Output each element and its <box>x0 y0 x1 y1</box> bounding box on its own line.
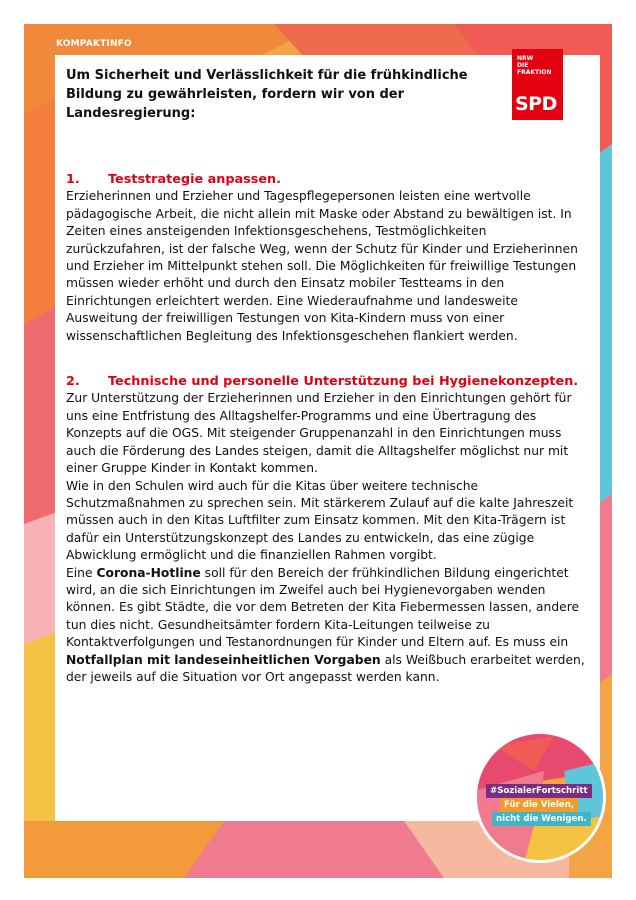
section-teststrategie <box>66 171 586 345</box>
section-2-number: 2. <box>66 374 80 390</box>
intro-heading: Um Sicherheit und Verlässlichkeit für die frühkindliche Bildung zu gewährleisten, fordern wir von der Landesregierung: <box>66 68 468 121</box>
corona-hotline-emphasis: Corona-Hotline <box>96 565 201 580</box>
section-2-paragraph-2: Wie in den Schulen wird auch für die Kitas über weitere technische Schutzmaßnahmen zu sprechen sein. Mit stärkerem Zulauf auf die kalte Jahreszeit müssen auch in den Kitas Luftfilter zum Einsatz kommen. Mit den Kita-Trägern ist dafür ein Unterstützungskonzept des Landes zu entwickeln, das eine zügige Abwicklung ermöglicht und die finanziellen Rahmen vorgibt. <box>66 478 574 563</box>
section-2-paragraph-1: Zur Unterstützung der Erzieherinnen und Erzieher in den Einrichtungen gehört für uns eine Entfristung des Alltagshelfer-Programms und eine Übertragung des Konzepts auf die OGS. Mit steigender Gruppenanzahl in den Einrichtungen muss auch die Förderung des Landes steigen, damit die Alltagshelfer möglichst nur mit einer Gruppe Kinder in Kontakt kommen. <box>66 391 572 476</box>
section-2-paragraph-3 <box>66 565 586 687</box>
sozialer-fortschritt-badge <box>474 731 606 863</box>
hashtag-label: #SozialerFortschritt <box>486 784 592 798</box>
para3-text-e: als Weißbuch erarbeitet werden, der jeweils auf die Situation vor Ort angepasst werden kann. <box>66 652 585 684</box>
section-1-body: Erzieherinnen und Erzieher und Tagespflegepersonen leisten eine wertvolle pädagogische Arbeit, die nicht allein mit Maske oder Abstand zu bewältigen ist. In Zeiten eines ansteigenden Infektionsgeschehens, Testmöglichkeiten zurückzufahren, ist der falsche Weg, wenn der Schutz für Kinder und Erzieherinnen und Erzieher im Mittelpunkt stehen soll. Die Möglichkeiten für freiwillige Testungen müssen wieder erhöht und durch den Einsatz mobiler Testteams in den Einrichtungen erleichtert werden. Eine Wiederaufnahme und landesweite Ausweitung der freiwilligen Testungen von Kita-Kindern muss von einer wissenschaftlichen Begleitung des Infektionsgeschehen flankiert werden. <box>66 189 578 343</box>
para3-text-c: soll für den Bereich der frühkindlichen Bildung eingerichtet wird, an die sich Einrichtungen im Zweifel auch bei Hygienevorgaben wenden können. Es gibt Städte, die vor dem Betreten der Kita Fiebermessen lassen, andere tun dies nicht. Gesundheitsämter fordern Kita-Leitungen teilweise zu Kontaktverfolgungen und Testanordnungen für Kinder und Eltern auf. Es muss ein <box>66 565 580 650</box>
kompaktinfo-label: KOMPAKTINFO <box>56 39 132 49</box>
section-2-heading <box>66 373 586 390</box>
logo-fraktion-text: DIE FRAKTION <box>517 62 552 76</box>
section-1-title: Teststrategie anpassen. <box>108 172 282 187</box>
para3-text-a: Eine <box>66 565 97 580</box>
slogan-line-1: Für die Vielen, <box>500 798 578 812</box>
section-2-title: Technische und personelle Unterstützung bei Hygienekonzepten. <box>108 374 579 390</box>
logo-spd-text: SPD <box>515 93 557 115</box>
notfallplan-emphasis: Notfallplan mit landeseinheitlichen Vorgaben <box>66 652 381 667</box>
section-1-number: 1. <box>66 172 80 187</box>
slogan-line-2: nicht die Wenigen. <box>492 812 591 826</box>
logo-nrw-text: NRW <box>517 55 534 62</box>
section-hygiene <box>66 373 586 686</box>
section-1-heading <box>66 171 586 188</box>
document-body <box>66 66 586 686</box>
